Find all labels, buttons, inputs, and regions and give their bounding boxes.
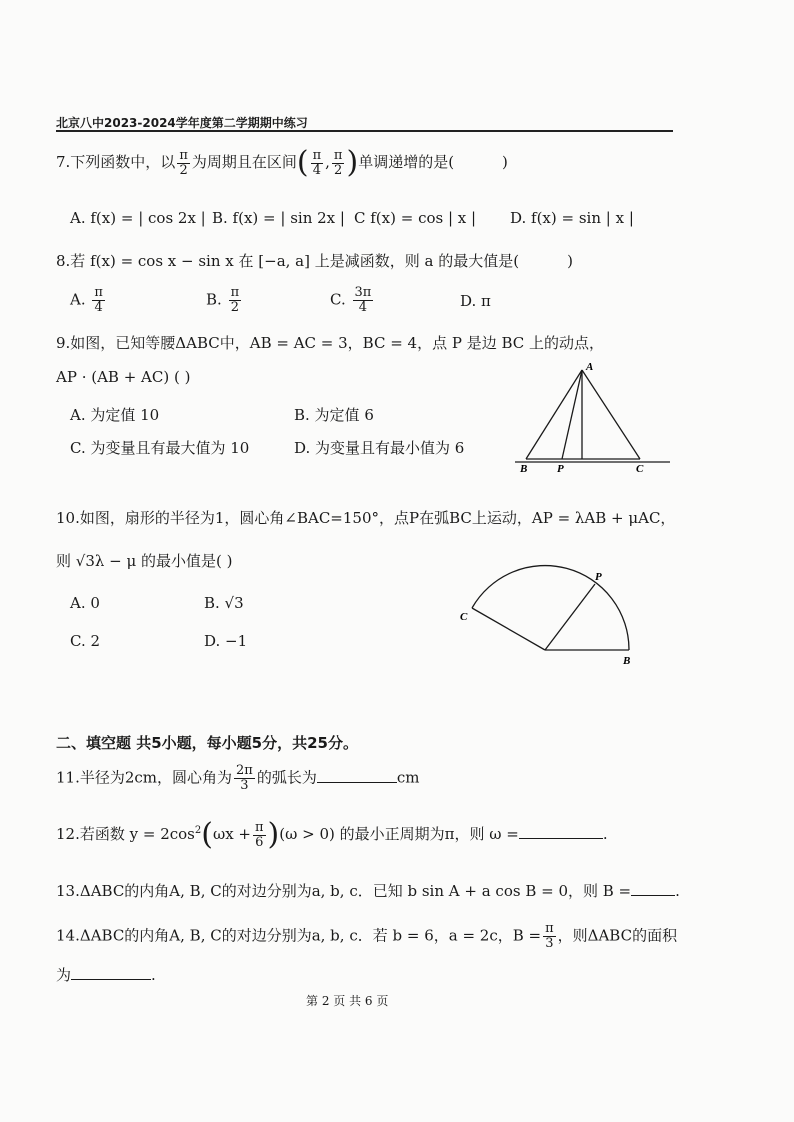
q9-label-b: B <box>520 463 528 475</box>
section-2-title: 二、填空题 共5小题，每小题5分，共25分。 <box>56 734 358 752</box>
q9-option-c[interactable]: C. 为变量且有最大值为 10 <box>70 439 250 457</box>
q9-label-p: P <box>557 463 564 475</box>
q8-option-d[interactable]: D. π <box>460 292 491 310</box>
q8-stem: 8.若 f(x) = cos x − sin x 在 [−a, a] 上是减函数，则 a 的最大值是( ) <box>56 252 573 270</box>
q9-side-ab <box>526 370 582 459</box>
q7-option-b[interactable]: B. f(x) = | sin 2x | <box>212 209 345 227</box>
q8-option-c[interactable]: C. $\frac{3\pi}{4}$ <box>330 285 372 315</box>
q8-option-a[interactable]: A. $\frac{\pi}{4}$ <box>70 285 103 315</box>
q10-option-c[interactable]: C. 2 <box>70 632 101 650</box>
q7-option-c[interactable]: C f(x) = cos | x | <box>354 209 477 227</box>
q7-interval-left: $\frac{\pi}{4}$ <box>312 147 322 178</box>
q10-radius-ac <box>472 608 545 650</box>
q9-segment-ap <box>562 370 582 459</box>
q10-label-p: P <box>595 571 602 583</box>
q10-option-d[interactable]: D. −1 <box>204 632 248 650</box>
header-rule <box>56 130 673 132</box>
q7-period-fraction: $\frac{\pi}{2}$ <box>179 147 188 178</box>
q10-option-a[interactable]: A. 0 <box>70 594 100 612</box>
q7-stem: 7.下列函数中，以 $\frac{\pi}{2}$ 为周期且在区间( $\frac{\pi}{4}$ , $\frac{\pi}{2}$ )单调递增的是( ) <box>56 145 508 180</box>
q10-label-c: C <box>460 611 468 623</box>
q9-option-b[interactable]: B. 为定值 6 <box>294 406 374 424</box>
q11-stem: 11.半径为2cm，圆心角为 $\frac{2\pi}{3}$ 的弧长为 cm <box>56 763 420 793</box>
q10-stem-2: 则 √3λ − μ 的最小值是( ) <box>56 552 233 570</box>
exam-header: 北京八中2023-2024学年度第二学期期中练习 <box>56 116 308 130</box>
q9-option-d[interactable]: D. 为变量且有最小值为 6 <box>294 439 465 457</box>
q10-radius-ap <box>545 584 595 650</box>
q9-label-a: A <box>586 361 594 373</box>
q13-answer-blank[interactable] <box>631 895 675 896</box>
q12-stem: 12.若函数 $y = 2\cos^2(\omega x$ + $\frac{\pi}{6}$ )(ω > 0) 的最小正周期为π，则 ω = . <box>56 817 608 852</box>
q14-stem-2: 为 . <box>56 966 156 984</box>
q9-side-ac <box>582 370 640 459</box>
q9-triangle-figure <box>510 356 675 476</box>
q9-option-a[interactable]: A. 为定值 10 <box>70 406 160 424</box>
q9-label-c: C <box>636 463 644 475</box>
q10-arc-bc <box>472 566 629 650</box>
q7-interval-right: $\frac{\pi}{2}$ <box>333 147 343 178</box>
q8-option-b[interactable]: B. $\frac{\pi}{2}$ <box>206 285 240 315</box>
q13-stem: 13.ΔABC的内角A, B, C的对边分别为a, b, c．已知 b sin A + a cos B = 0，则 B = . <box>56 882 680 900</box>
q10-sector-figure <box>455 560 645 670</box>
q14-stem: 14.ΔABC的内角A, B, C的对边分别为a, b, c．若 b = 6，a = 2c，B = $\frac{\pi}{3}$ ，则ΔABC的面积 <box>56 921 678 951</box>
q14-answer-blank[interactable] <box>71 979 151 980</box>
q11-answer-blank[interactable] <box>317 782 397 783</box>
q9-stem-vector: AP · (AB + AC) ( ) <box>56 368 191 386</box>
q10-label-b: B <box>623 655 631 667</box>
page-footer: 第 2 页 共 6 页 <box>306 994 389 1008</box>
q7-option-a[interactable]: A. f(x) = | cos 2x | <box>70 209 206 227</box>
q10-option-b[interactable]: B. √3 <box>204 594 244 612</box>
q7-option-d[interactable]: D. f(x) = sin | x | <box>510 209 634 227</box>
q12-answer-blank[interactable] <box>519 838 603 839</box>
q9-stem: 9.如图，已知等腰ΔABC中，AB = AC = 3，BC = 4，点 P 是边 BC 上的动点， <box>56 334 605 352</box>
q10-stem: 10.如图，扇形的半径为1，圆心角∠BAC=150°，点P在弧BC上运动，AP = λAB + μAC， <box>56 509 676 527</box>
